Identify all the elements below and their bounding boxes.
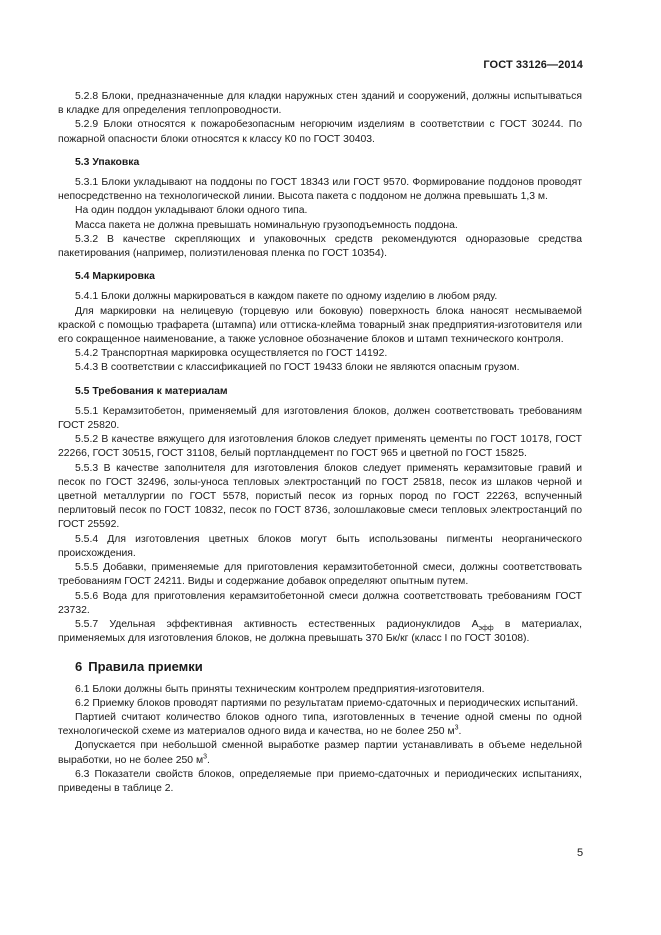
batch-definition-superscript: 3 [454,724,459,732]
clause-5-4-1: 5.4.1 Блоки должны маркироваться в каждом пакете по одному изделию в любом ряду. [75,291,498,303]
page-number: 5 [577,847,584,859]
clause-5-5-6: 5.5.6 Вода для приготовления керамзитобетонной смеси должна соответствовать требованиям ГОСТ 23732. [58,590,582,616]
clause-5-4-2: 5.4.2 Транспортная маркировка осуществляется по ГОСТ 14192. [75,348,388,360]
clause-6-2: 6.2 Приемку блоков проводят партиями по результатам приемо-сдаточных и периодических испытаний. [75,697,579,709]
paragraph-pallet-mass: Масса пакета не должна превышать номинальную грузоподъемность поддона. [75,219,458,231]
paragraph-weekly-batch [58,739,582,767]
clause-6-3: 6.3 Показатели свойств блоков, определяемые при приемо-сдаточных и периодических испытаниях, приведены в таблице 2. [58,768,582,794]
clause-5-5-5: 5.5.5 Добавки, применяемые для приготовления керамзитобетонной смеси, должны соответствовать требованиям ГОСТ 24211. Виды и содержание добавок определяют опытным путем. [58,562,582,588]
paragraph-marking-method: Для маркировки на нелицевую (торцевую или боковую) поверхность блока наносят несмываемой краской с помощью трафарета (штампа) или оттиска-клейма товарный знак предприятия-изготовителя или его сокращенное наименование, а также условное обозначение блоков и штамп технического контроля. [58,305,582,346]
clause-5-5-1: 5.5.1 Керамзитобетон, применяемый для изготовления блоков, должен соответствовать требованиям ГОСТ 25820. [58,405,582,432]
batch-definition-end: . [458,726,462,738]
batch-definition-text: Партией считают количество блоков одного типа, изготовленных в течение одной смены по одной технологической схеме из материалов одного вида и качества, но не более 250 м [58,711,582,738]
weekly-batch-text: Допускается при небольшой сменной выработке размер партии устанавливать в объеме недельной выработки, но не более 250 м [58,740,582,766]
weekly-batch-end: . [207,754,210,766]
document-body [58,90,582,796]
clause-5-3-1: 5.3.1 Блоки укладывают на поддоны по ГОСТ 18343 или ГОСТ 9570. Формирование поддонов проводят непосредственно на технологической линии. Высота пакета с поддоном не должна превышать 1,3 м. [58,177,582,203]
clause-5-5-7-subscript: эфф [478,624,494,632]
clause-5-3-2: 5.3.2 В качестве скрепляющих и упаковочных средств рекомендуются одноразовые средства пакетирования (например, полиэтиленовая пленка по ГОСТ 10354). [58,233,582,260]
clause-5-2-9: 5.2.9 Блоки относятся к пожаробезопасным негорючим изделиям в соответствии с ГОСТ 30244. По пожарной опасности блоки относятся к классу К0 по ГОСТ 30403. [58,119,582,145]
section-6-number: 6 [75,659,83,675]
clause-5-2-8: 5.2.8 Блоки, предназначенные для кладки наружных стен зданий и сооружений, должны испытываться в кладке для определения теплопроводности. [58,91,582,117]
weekly-batch-superscript: 3 [203,753,208,761]
paragraph-batch-definition [58,711,582,739]
section-5-3-title: 5.3 Упаковка [75,156,140,168]
section-5-4-title: 5.4 Маркировка [75,271,155,283]
clause-5-5-3: 5.5.3 В качестве заполнителя для изготовления блоков следует применять керамзитовые гравий и песок по ГОСТ 32496, золы-уноса тепловых электростанций по ГОСТ 25818, песок из шлаков черной и цветной металлургии по ГОСТ 5578, пористый песок из горных пород по ГОСТ 22263, вспученный перлитовый песок по ГОСТ 10832, песок по ГОСТ 8736, золошлаковые смеси тепловых электростанций по ГОСТ 25592. [58,462,582,531]
clause-5-5-2: 5.5.2 В качестве вяжущего для изготовления блоков следует применять цементы по ГОСТ 10178, ГОСТ 22266, ГОСТ 30515, ГОСТ 31108, белый портландцемент по ГОСТ 965 и цветной по ГОСТ 15825. [58,434,582,460]
section-6-title-text: Правила приемки [88,659,203,675]
paragraph-one-type-per-pallet: На один поддон укладывают блоки одного типа. [75,205,308,217]
clause-5-5-7-text-start: 5.5.7 Удельная эффективная активность естественных радионуклидов А [75,618,479,630]
clause-5-5-7-text-end: в материалах, применяемых для изготовления блоков, не должна превышать 370 Бк/кг (класс I по ГОСТ 30108). [58,618,582,645]
clause-5-4-3: 5.4.3 В соответствии с классификацией по ГОСТ 19433 блоки не являются опасным грузом. [75,362,520,374]
clause-5-5-7 [58,618,582,646]
clause-6-1: 6.1 Блоки должны быть приняты техническим контролем предприятия-изготовителя. [75,683,485,695]
section-5-5-title: 5.5 Требования к материалам [75,385,228,397]
document-header-id: ГОСТ 33126—2014 [483,59,583,71]
clause-5-5-4: 5.5.4 Для изготовления цветных блоков могут быть использованы пигменты неорганического происхождения. [58,533,582,559]
section-6-title [75,660,582,674]
